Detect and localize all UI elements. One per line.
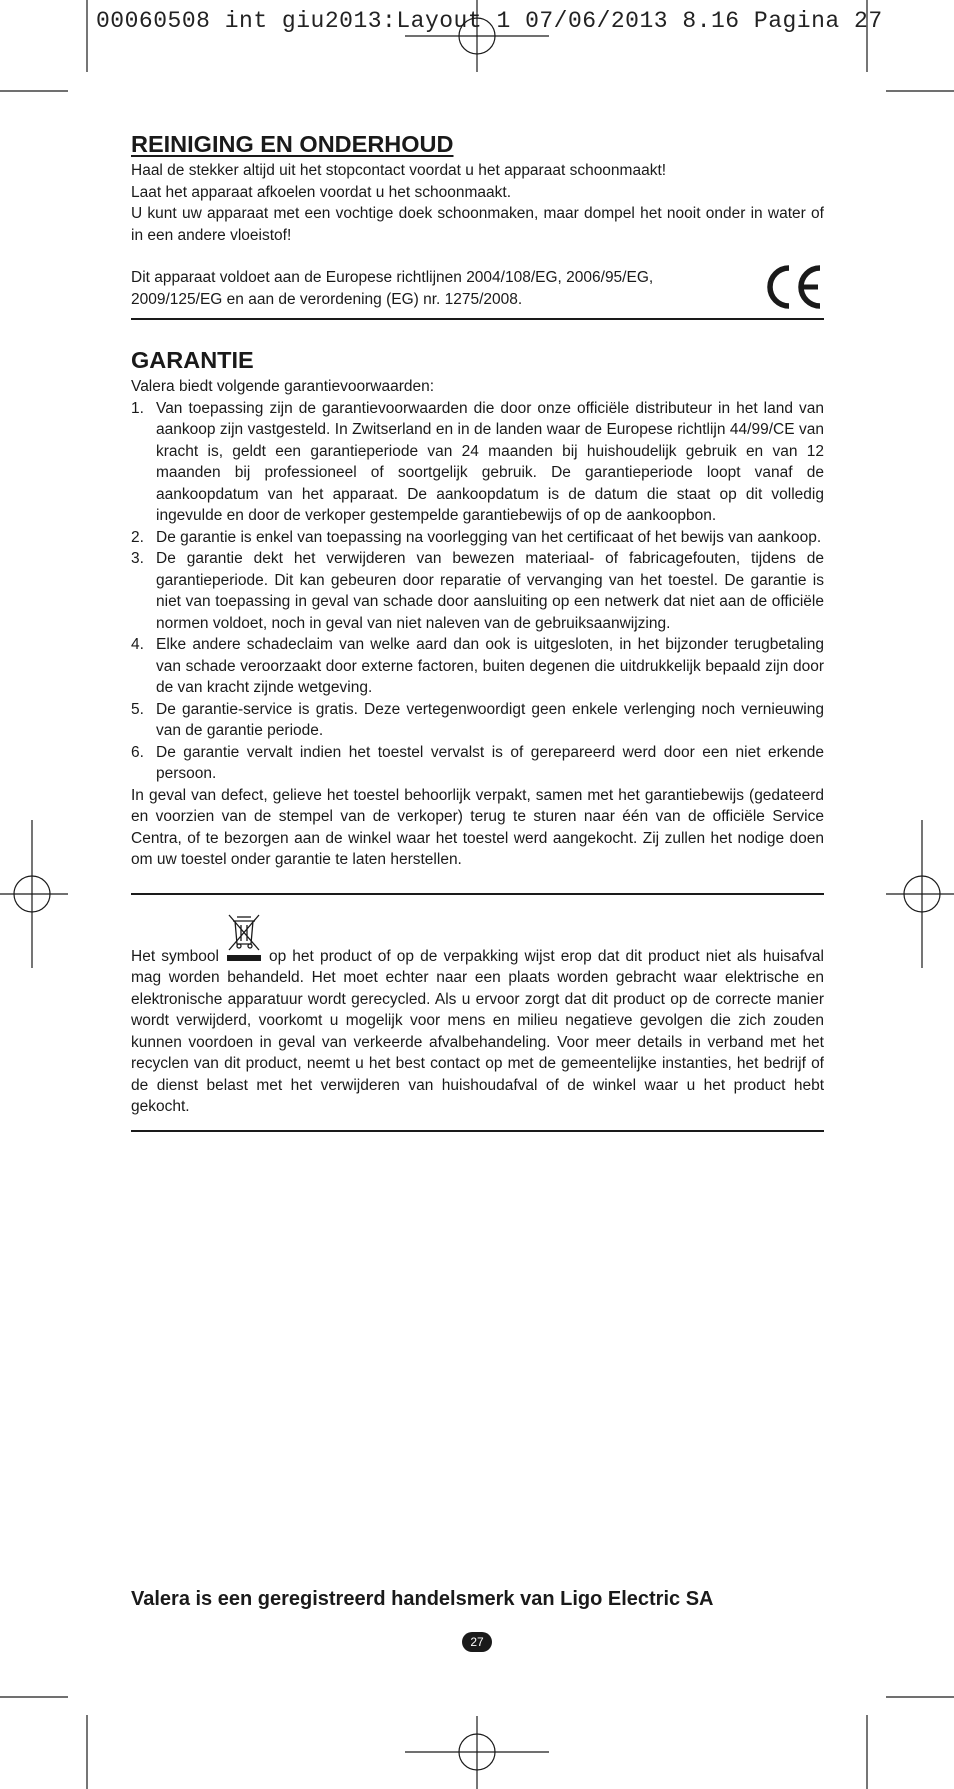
warranty-item: 4. Elke andere schadeclaim van welke aard dan ook is uitgesloten, in het bijzonder terugbetaling van schade veroorzaakt door externe factoren, buiten degenen die uitdrukkelijk bepaald zijn door de van kracht zijnde wetgeving. xyxy=(131,636,824,696)
cleaning-section xyxy=(131,130,824,320)
trademark-line: Valera is een geregistreerd handelsmerk van Ligo Electric SA xyxy=(131,1588,714,1610)
divider xyxy=(131,1130,824,1132)
warranty-item: 6. De garantie vervalt indien het toestel vervalst is of gerepareerd werd door een niet erkende persoon. xyxy=(131,743,824,782)
print-slug-line: 00060508 int giu2013:Layout 1 07/06/2013 8.16 Pagina 27 xyxy=(96,8,883,34)
cleaning-title: REINIGING EN ONDERHOUD xyxy=(131,131,454,157)
ce-mark-icon xyxy=(764,263,824,311)
warranty-item: 3. De garantie dekt het verwijderen van bewezen materiaal- of fabricagefouten, tijdens de garantieperiode. Dit kan gebeuren door reparatie of vervanging van het toestel. De garantie is niet van toepassing in geval van schade door aansluiting op een netwerk dat niet aan de officiële normen voldoet, noch in geval van niet naleven van de gebruiksaanwijzing. xyxy=(131,550,824,632)
warranty-list xyxy=(131,398,824,785)
page-content xyxy=(131,130,824,1132)
registration-mark-right xyxy=(886,820,954,968)
crossed-out-bin-icon xyxy=(225,937,263,961)
registration-mark-bottom xyxy=(405,1716,549,1789)
warranty-item: 5. De garantie-service is gratis. Deze vertegenwoordigt geen enkele verlenging noch vernieuwing van de garantie periode. xyxy=(131,700,824,739)
cleaning-line-1: Haal de stekker altijd uit het stopcontact voordat u het apparaat schoonmaakt! xyxy=(131,162,667,179)
compliance-row xyxy=(131,267,824,311)
compliance-text: Dit apparaat voldoet aan de Europese richtlijnen 2004/108/EG, 2006/95/EG, 2009/125/EG en aan de verordening (EG) nr. 1275/2008. xyxy=(131,269,654,308)
warranty-closing: In geval van defect, gelieve het toestel behoorlijk verpakt, samen met het garantiebewijs (gedateerd en voorzien van de stempel van de verkoper) terug te sturen naar één van de officiële Service Centra, of te bezorgen aan de winkel waar het toestel werd aangekocht. Zij zullen het nodige doen om uw toestel onder garantie te laten herstellen. xyxy=(131,786,824,868)
warranty-section xyxy=(131,346,824,871)
warranty-item: 2. De garantie is enkel van toepassing na voorlegging van het certificaat of het bewijs van aankoop. xyxy=(131,528,822,546)
registration-mark-left xyxy=(0,820,68,968)
cleaning-line-3: U kunt uw apparaat met een vochtige doek schoonmaken, maar dompel het nooit onder in water of in een andere vloeistof! xyxy=(131,205,824,244)
warranty-item: 1. Van toepassing zijn de garantievoorwaarden die door onze officiële distributeur in het land van aankoop zijn vastgesteld. In Zwitserland en in de landen waar de Europese richtlijn 44/99/CE van kracht is, geldt een garantieperiode van 24 maanden bij huishoudelijk gebruik en van 12 maanden bij professioneel of soortgelijk gebruik. De garantieperiode loopt vanaf de aankoopdatum van het apparaat. De aankoopdatum is de datum die staat op dit volledig ingevulde en door de verkoper gestempelde garantiebewijs of op de aankoopbon. xyxy=(131,399,824,524)
page-number-badge: 27 xyxy=(462,1632,492,1652)
warranty-intro: Valera biedt volgende garantievoorwaarden: xyxy=(131,378,435,395)
warranty-title: GARANTIE xyxy=(131,347,254,373)
cleaning-line-2: Laat het apparaat afkoelen voordat u het schoonmaakt. xyxy=(131,183,512,201)
weee-text: Het symbool op het product of op de verpakking wijst erop dat dit product niet als huisafval mag worden behandeld. Het moet echter naar een plaats worden gebracht waar elektrische en elektronische apparatuur wordt gerecycled. Als u ervoor zorgt dat dit product op de correcte manier wordt verwijderd, voorkomt u mogelijk voor mens en milieu negatieve gevolgen die zich zouden kunnen voordoen in geval van verkeerde afvalbehandeling. Voor meer details in verband met het recyclen van dit product, neemt u het best contact op met de gemeentelijke instanties, het bedrijf of de dienst belast met het verwijderen van huishoudafval of de winkel waar u het product hebt gekocht. xyxy=(131,937,824,1118)
weee-section xyxy=(131,937,824,1118)
